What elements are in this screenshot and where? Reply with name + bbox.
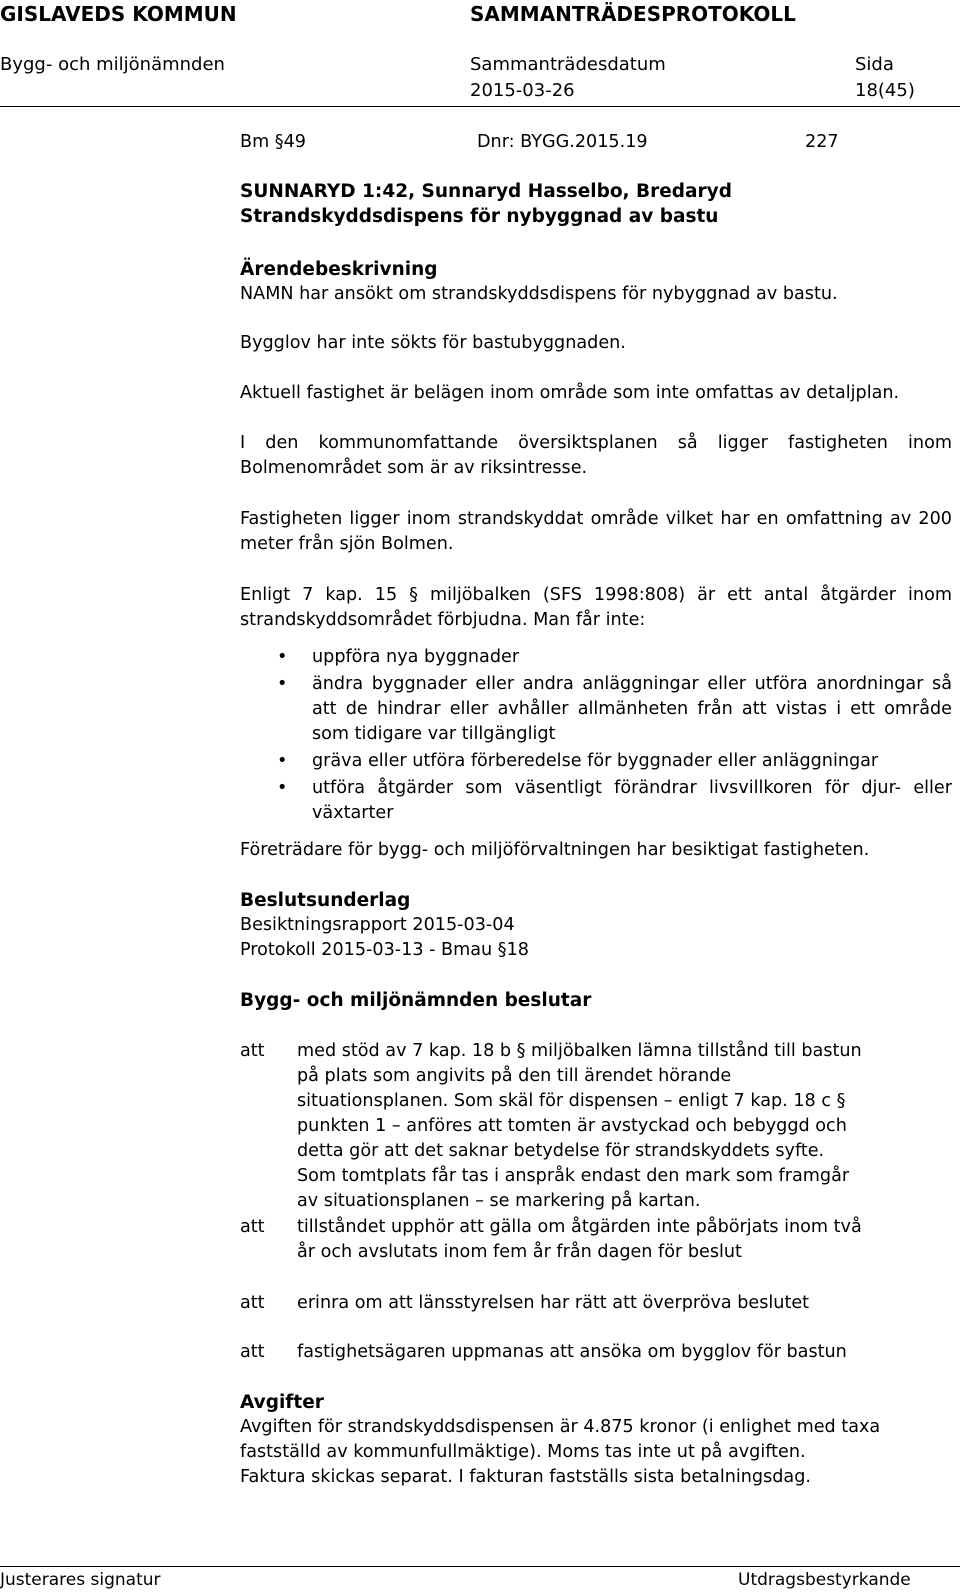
bullet-icon: • xyxy=(277,674,288,694)
description-p6-block xyxy=(240,583,952,633)
description-p5: Fastigheten ligger inom strandskyddat område vilket har en omfattning av 200 meter från sjön Bolmen. xyxy=(240,509,952,554)
footer-divider xyxy=(0,1566,960,1567)
basis-line1: Besiktningsrapport 2015-03-04 xyxy=(240,915,515,935)
decision-text: med stöd av 7 kap. 18 b § miljöbalken lämna tillstånd till bastun på plats som angivits på den till ärendet hörande situationsplanen. Som skäl för dispensen – enligt 7 kap. 18 c § punkten 1 – anföres att tomten är avstyckad och bebyggd och detta gör att det saknar betydelse för strandskyddets syfte. Som tomtplats får tas i anspråk endast den mark som framgår av situationsplanen – se markering på kartan. xyxy=(297,1041,862,1211)
decision-att-label: att xyxy=(240,1342,265,1362)
decision-item xyxy=(240,1291,952,1316)
description-section xyxy=(240,257,952,307)
meeting-date: 2015-03-26 xyxy=(470,80,575,101)
description-p1: NAMN har ansökt om strandskyddsdispens för nybyggnad av bastu. xyxy=(240,284,838,304)
description-p6: Enligt 7 kap. 15 § miljöbalken (SFS 1998:808) är ett antal åtgärder inom strandskyddsområdet förbjudna. Man får inte: xyxy=(240,585,952,630)
decision-att-label: att xyxy=(240,1217,265,1237)
decision-att-label: att xyxy=(240,1293,265,1313)
decision-heading-block xyxy=(240,988,952,1013)
list-item: • ändra byggnader eller andra anläggningar eller utföra anordningar så att de hindrar eller avhåller allmänheten från att vistas i ett område som tidigare var tillgängligt xyxy=(277,674,952,744)
description-heading: Ärendebeskrivning xyxy=(240,259,438,280)
extract-certification-label: Utdragsbestyrkande xyxy=(738,1570,911,1590)
decision-text: erinra om att länsstyrelsen har rätt att överpröva beslutet xyxy=(297,1293,810,1313)
prohibited-actions-list xyxy=(240,645,952,828)
basis-section xyxy=(240,888,952,963)
fees-heading: Avgifter xyxy=(240,1392,324,1413)
inspection-note-block xyxy=(240,838,952,863)
decision-text: tillståndet upphör att gälla om åtgärden inte påbörjats inom två år och avslutats inom fem år från dagen för beslut xyxy=(297,1217,862,1262)
basis-line2: Protokoll 2015-03-13 - Bmau §18 xyxy=(240,940,529,960)
case-number: 227 xyxy=(805,132,839,152)
header-divider xyxy=(0,106,960,107)
case-reference-row xyxy=(240,130,952,155)
description-p3: Aktuell fastighet är belägen inom område som inte omfattas av detaljplan. xyxy=(240,383,900,403)
description-p3-block xyxy=(240,381,952,406)
case-ref: Bm §49 xyxy=(240,132,306,152)
doc-type: SAMMANTRÄDESPROTOKOLL xyxy=(470,2,796,26)
committee-name: Bygg- och miljönämnden xyxy=(0,54,225,75)
fees-line2: fastställd av kommunfullmäktige). Moms tas inte ut på avgiften. xyxy=(240,1442,806,1462)
decision-heading: Bygg- och miljönämnden beslutar xyxy=(240,990,592,1011)
page-number: 18(45) xyxy=(855,80,915,101)
description-p2-block xyxy=(240,331,952,356)
list-item: • utföra åtgärder som väsentligt förändrar livsvillkoren för djur- eller växtarter xyxy=(277,778,952,823)
page-label: Sida xyxy=(855,54,894,75)
bullet-icon: • xyxy=(277,751,288,771)
bullet-icon: • xyxy=(277,778,288,798)
description-p2: Bygglov har inte sökts för bastubyggnaden. xyxy=(240,333,626,353)
list-item: • uppföra nya byggnader xyxy=(240,645,952,670)
signature-label: Justerares signatur xyxy=(0,1570,161,1590)
fees-section xyxy=(240,1390,952,1490)
inspection-note: Företrädare för bygg- och miljöförvaltningen har besiktigat fastigheten. xyxy=(240,840,870,860)
decision-item xyxy=(240,1215,952,1265)
description-p4-block xyxy=(240,431,952,481)
list-item: • gräva eller utföra förberedelse för byggnader eller anläggningar xyxy=(240,749,952,774)
org-name: GISLAVEDS KOMMUN xyxy=(0,2,237,26)
decision-att-label: att xyxy=(240,1041,265,1061)
fees-line3: Faktura skickas separat. I fakturan fastställs sista betalningsdag. xyxy=(240,1467,811,1487)
case-title xyxy=(240,179,952,229)
basis-heading: Beslutsunderlag xyxy=(240,890,411,911)
fees-line1: Avgiften för strandskyddsdispensen är 4.875 kronor (i enlighet med taxa xyxy=(240,1417,881,1437)
document-header xyxy=(0,0,960,108)
description-p4: I den kommunomfattande översiktsplanen så ligger fastigheten inom Bolmenområdet som är av riksintresse. xyxy=(240,433,952,478)
bullet-icon: • xyxy=(277,647,288,667)
decision-item xyxy=(240,1340,952,1365)
date-label: Sammanträdesdatum xyxy=(470,54,666,75)
decision-item xyxy=(240,1039,952,1211)
decision-text: fastighetsägaren uppmanas att ansöka om bygglov för bastun xyxy=(297,1342,847,1362)
description-p5-block xyxy=(240,507,952,557)
case-dnr: Dnr: BYGG.2015.19 xyxy=(477,132,648,152)
case-title-line1: SUNNARYD 1:42, Sunnaryd Hasselbo, Bredaryd xyxy=(240,181,732,202)
case-title-line2: Strandskyddsdispens för nybyggnad av bastu xyxy=(240,206,719,227)
